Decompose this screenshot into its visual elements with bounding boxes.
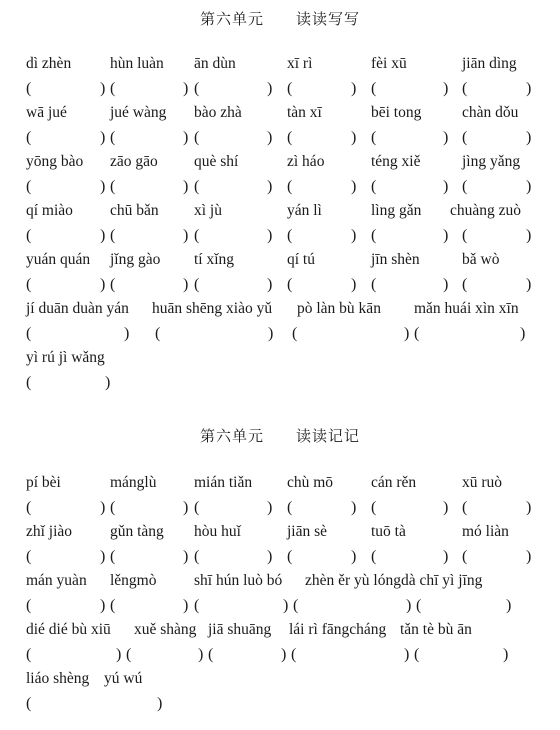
- pinyin-word: jìng yǎng: [462, 153, 521, 170]
- pinyin-word: zhèn ěr yù lóngdà chī yì jīng: [305, 572, 483, 589]
- close-paren: ): [526, 276, 532, 293]
- open-paren: (: [194, 597, 200, 614]
- open-paren: (: [26, 276, 32, 293]
- close-paren: ): [183, 80, 189, 97]
- close-paren: ): [283, 597, 289, 614]
- close-paren: ): [351, 227, 357, 244]
- pinyin-word: bào zhà: [194, 104, 242, 121]
- pinyin-word: tuō tà: [371, 523, 406, 540]
- pinyin-row: [0, 670, 560, 694]
- close-paren: ): [443, 227, 449, 244]
- pinyin-word: chū bǎn: [110, 202, 159, 219]
- open-paren: (: [292, 325, 298, 342]
- pinyin-word: yì rú jì wǎng: [26, 349, 105, 366]
- open-paren: (: [110, 80, 116, 97]
- close-paren: ): [267, 80, 273, 97]
- pinyin-row: [0, 300, 560, 324]
- answer-row: [0, 499, 560, 523]
- pinyin-word: mán yuàn: [26, 572, 87, 589]
- open-paren: (: [287, 276, 293, 293]
- close-paren: ): [267, 227, 273, 244]
- pinyin-word: yōng bào: [26, 153, 84, 170]
- open-paren: (: [371, 276, 377, 293]
- pinyin-row: [0, 55, 560, 79]
- pinyin-word: què shí: [194, 153, 239, 170]
- open-paren: (: [462, 499, 468, 516]
- open-paren: (: [194, 129, 200, 146]
- open-paren: (: [194, 80, 200, 97]
- open-paren: (: [287, 178, 293, 195]
- open-paren: (: [287, 227, 293, 244]
- pinyin-row: [0, 153, 560, 177]
- open-paren: (: [371, 499, 377, 516]
- pinyin-row: [0, 523, 560, 547]
- open-paren: (: [26, 129, 32, 146]
- pinyin-word: cán rěn: [371, 474, 417, 491]
- open-paren: (: [194, 499, 200, 516]
- open-paren: (: [26, 80, 32, 97]
- open-paren: (: [26, 325, 32, 342]
- close-paren: ): [443, 499, 449, 516]
- open-paren: (: [194, 178, 200, 195]
- close-paren: ): [351, 499, 357, 516]
- close-paren: ): [526, 178, 532, 195]
- pinyin-word: liáo shèng: [26, 670, 90, 687]
- open-paren: (: [208, 646, 214, 663]
- pinyin-word: xuě shàng: [134, 621, 197, 638]
- close-paren: ): [105, 374, 111, 391]
- answer-row: [0, 325, 560, 349]
- open-paren: (: [293, 597, 299, 614]
- answer-row: [0, 374, 560, 398]
- pinyin-row: [0, 572, 560, 596]
- pinyin-word: pí bèi: [26, 474, 61, 491]
- open-paren: (: [26, 499, 32, 516]
- close-paren: ): [351, 129, 357, 146]
- section-title: 第六单元 读读写写: [199, 10, 360, 28]
- open-paren: (: [287, 129, 293, 146]
- pinyin-word: jiān sè: [287, 523, 328, 540]
- close-paren: ): [100, 80, 106, 97]
- pinyin-word: lái rì fāngcháng: [289, 621, 387, 638]
- pinyin-word: bǎ wò: [462, 251, 500, 268]
- pinyin-row: [0, 104, 560, 128]
- close-paren: ): [351, 276, 357, 293]
- answer-row: [0, 597, 560, 621]
- open-paren: (: [287, 499, 293, 516]
- pinyin-word: mián tiǎn: [194, 474, 253, 491]
- close-paren: ): [183, 548, 189, 565]
- close-paren: ): [267, 178, 273, 195]
- open-paren: (: [371, 178, 377, 195]
- close-paren: ): [268, 325, 274, 342]
- open-paren: (: [414, 646, 420, 663]
- pinyin-word: lěngmò: [110, 572, 157, 589]
- open-paren: (: [26, 178, 32, 195]
- section-title: 第六单元 读读记记: [199, 427, 360, 445]
- close-paren: ): [198, 646, 204, 663]
- pinyin-word: gǔn tàng: [110, 523, 164, 540]
- close-paren: ): [281, 646, 287, 663]
- pinyin-word: xū ruò: [462, 474, 503, 491]
- pinyin-word: huān shēng xiào yǔ: [152, 300, 273, 317]
- close-paren: ): [100, 597, 106, 614]
- open-paren: (: [110, 597, 116, 614]
- pinyin-word: xì jù: [194, 202, 222, 219]
- pinyin-word: mó liàn: [462, 523, 509, 540]
- close-paren: ): [183, 227, 189, 244]
- answer-row: [0, 178, 560, 202]
- pinyin-word: tǎn tè bù ān: [400, 621, 472, 638]
- close-paren: ): [351, 548, 357, 565]
- pinyin-row: [0, 474, 560, 498]
- close-paren: ): [526, 80, 532, 97]
- pinyin-word: dì zhèn: [26, 55, 72, 72]
- open-paren: (: [110, 227, 116, 244]
- answer-row: [0, 646, 560, 670]
- open-paren: (: [371, 80, 377, 97]
- pinyin-row: [0, 621, 560, 645]
- close-paren: ): [443, 178, 449, 195]
- open-paren: (: [462, 80, 468, 97]
- answer-row: [0, 80, 560, 104]
- open-paren: (: [194, 227, 200, 244]
- open-paren: (: [414, 325, 420, 342]
- close-paren: ): [443, 276, 449, 293]
- open-paren: (: [371, 548, 377, 565]
- close-paren: ): [351, 178, 357, 195]
- pinyin-word: ān dùn: [194, 55, 236, 72]
- close-paren: ): [520, 325, 526, 342]
- close-paren: ): [116, 646, 122, 663]
- close-paren: ): [351, 80, 357, 97]
- close-paren: ): [404, 646, 410, 663]
- close-paren: ): [100, 129, 106, 146]
- open-paren: (: [126, 646, 132, 663]
- close-paren: ): [443, 129, 449, 146]
- open-paren: (: [416, 597, 422, 614]
- close-paren: ): [124, 325, 130, 342]
- open-paren: (: [26, 548, 32, 565]
- close-paren: ): [183, 499, 189, 516]
- close-paren: ): [404, 325, 410, 342]
- pinyin-word: pò làn bù kān: [297, 300, 381, 317]
- pinyin-word: tí xǐng: [194, 251, 235, 268]
- close-paren: ): [406, 597, 412, 614]
- close-paren: ): [183, 178, 189, 195]
- pinyin-word: wā jué: [26, 104, 67, 121]
- pinyin-word: shī hún luò bó: [194, 572, 283, 589]
- open-paren: (: [110, 178, 116, 195]
- pinyin-row: [0, 251, 560, 275]
- answer-row: [0, 548, 560, 572]
- close-paren: ): [100, 499, 106, 516]
- open-paren: (: [26, 597, 32, 614]
- answer-row: [0, 695, 560, 719]
- open-paren: (: [462, 178, 468, 195]
- pinyin-word: jué wàng: [110, 104, 167, 121]
- pinyin-word: jǐng gào: [110, 251, 161, 268]
- open-paren: (: [194, 276, 200, 293]
- pinyin-word: jí duān duàn yán: [26, 300, 129, 317]
- pinyin-word: chàn dǒu: [462, 104, 519, 121]
- pinyin-word: dié dié bù xiū: [26, 621, 111, 638]
- close-paren: ): [267, 129, 273, 146]
- pinyin-word: bēi tong: [371, 104, 422, 121]
- pinyin-word: chù mō: [287, 474, 334, 491]
- close-paren: ): [100, 227, 106, 244]
- close-paren: ): [526, 129, 532, 146]
- close-paren: ): [100, 178, 106, 195]
- close-paren: ): [267, 276, 273, 293]
- close-paren: ): [267, 548, 273, 565]
- pinyin-word: jiā shuāng: [208, 621, 272, 638]
- open-paren: (: [287, 548, 293, 565]
- close-paren: ): [267, 499, 273, 516]
- close-paren: ): [526, 227, 532, 244]
- close-paren: ): [443, 80, 449, 97]
- pinyin-word: chuàng zuò: [450, 202, 522, 219]
- pinyin-word: fèi xū: [371, 55, 407, 72]
- pinyin-word: xī rì: [287, 55, 313, 72]
- open-paren: (: [287, 80, 293, 97]
- pinyin-word: qí tú: [287, 251, 315, 268]
- close-paren: ): [183, 597, 189, 614]
- close-paren: ): [183, 129, 189, 146]
- pinyin-word: yú wú: [104, 670, 143, 687]
- answer-row: [0, 276, 560, 300]
- pinyin-word: hùn luàn: [110, 55, 164, 72]
- pinyin-row: [0, 349, 560, 373]
- open-paren: (: [462, 227, 468, 244]
- answer-row: [0, 227, 560, 251]
- open-paren: (: [26, 695, 32, 712]
- pinyin-word: jiān dìng: [462, 55, 517, 72]
- answer-row: [0, 129, 560, 153]
- close-paren: ): [443, 548, 449, 565]
- open-paren: (: [291, 646, 297, 663]
- open-paren: (: [110, 276, 116, 293]
- pinyin-word: hòu huǐ: [194, 523, 241, 540]
- pinyin-row: [0, 202, 560, 226]
- close-paren: ): [526, 548, 532, 565]
- open-paren: (: [462, 129, 468, 146]
- open-paren: (: [110, 548, 116, 565]
- close-paren: ): [100, 276, 106, 293]
- close-paren: ): [526, 499, 532, 516]
- pinyin-word: yán lì: [287, 202, 322, 219]
- pinyin-word: zhǐ jiào: [26, 523, 73, 540]
- close-paren: ): [503, 646, 509, 663]
- pinyin-word: zì háo: [287, 153, 325, 170]
- open-paren: (: [462, 548, 468, 565]
- open-paren: (: [462, 276, 468, 293]
- open-paren: (: [371, 129, 377, 146]
- open-paren: (: [110, 499, 116, 516]
- pinyin-word: qí miào: [26, 202, 73, 219]
- open-paren: (: [26, 646, 32, 663]
- open-paren: (: [26, 374, 32, 391]
- pinyin-word: lìng gǎn: [371, 202, 422, 219]
- pinyin-word: tàn xī: [287, 104, 322, 121]
- close-paren: ): [506, 597, 512, 614]
- open-paren: (: [194, 548, 200, 565]
- pinyin-word: mánglù: [110, 474, 157, 491]
- open-paren: (: [155, 325, 161, 342]
- open-paren: (: [110, 129, 116, 146]
- pinyin-word: téng xiě: [371, 153, 421, 170]
- close-paren: ): [100, 548, 106, 565]
- close-paren: ): [157, 695, 163, 712]
- pinyin-word: mǎn huái xìn xīn: [414, 300, 519, 317]
- pinyin-word: zāo gāo: [110, 153, 158, 170]
- pinyin-word: yuán quán: [26, 251, 91, 268]
- pinyin-word: jīn shèn: [371, 251, 420, 268]
- open-paren: (: [26, 227, 32, 244]
- open-paren: (: [371, 227, 377, 244]
- close-paren: ): [183, 276, 189, 293]
